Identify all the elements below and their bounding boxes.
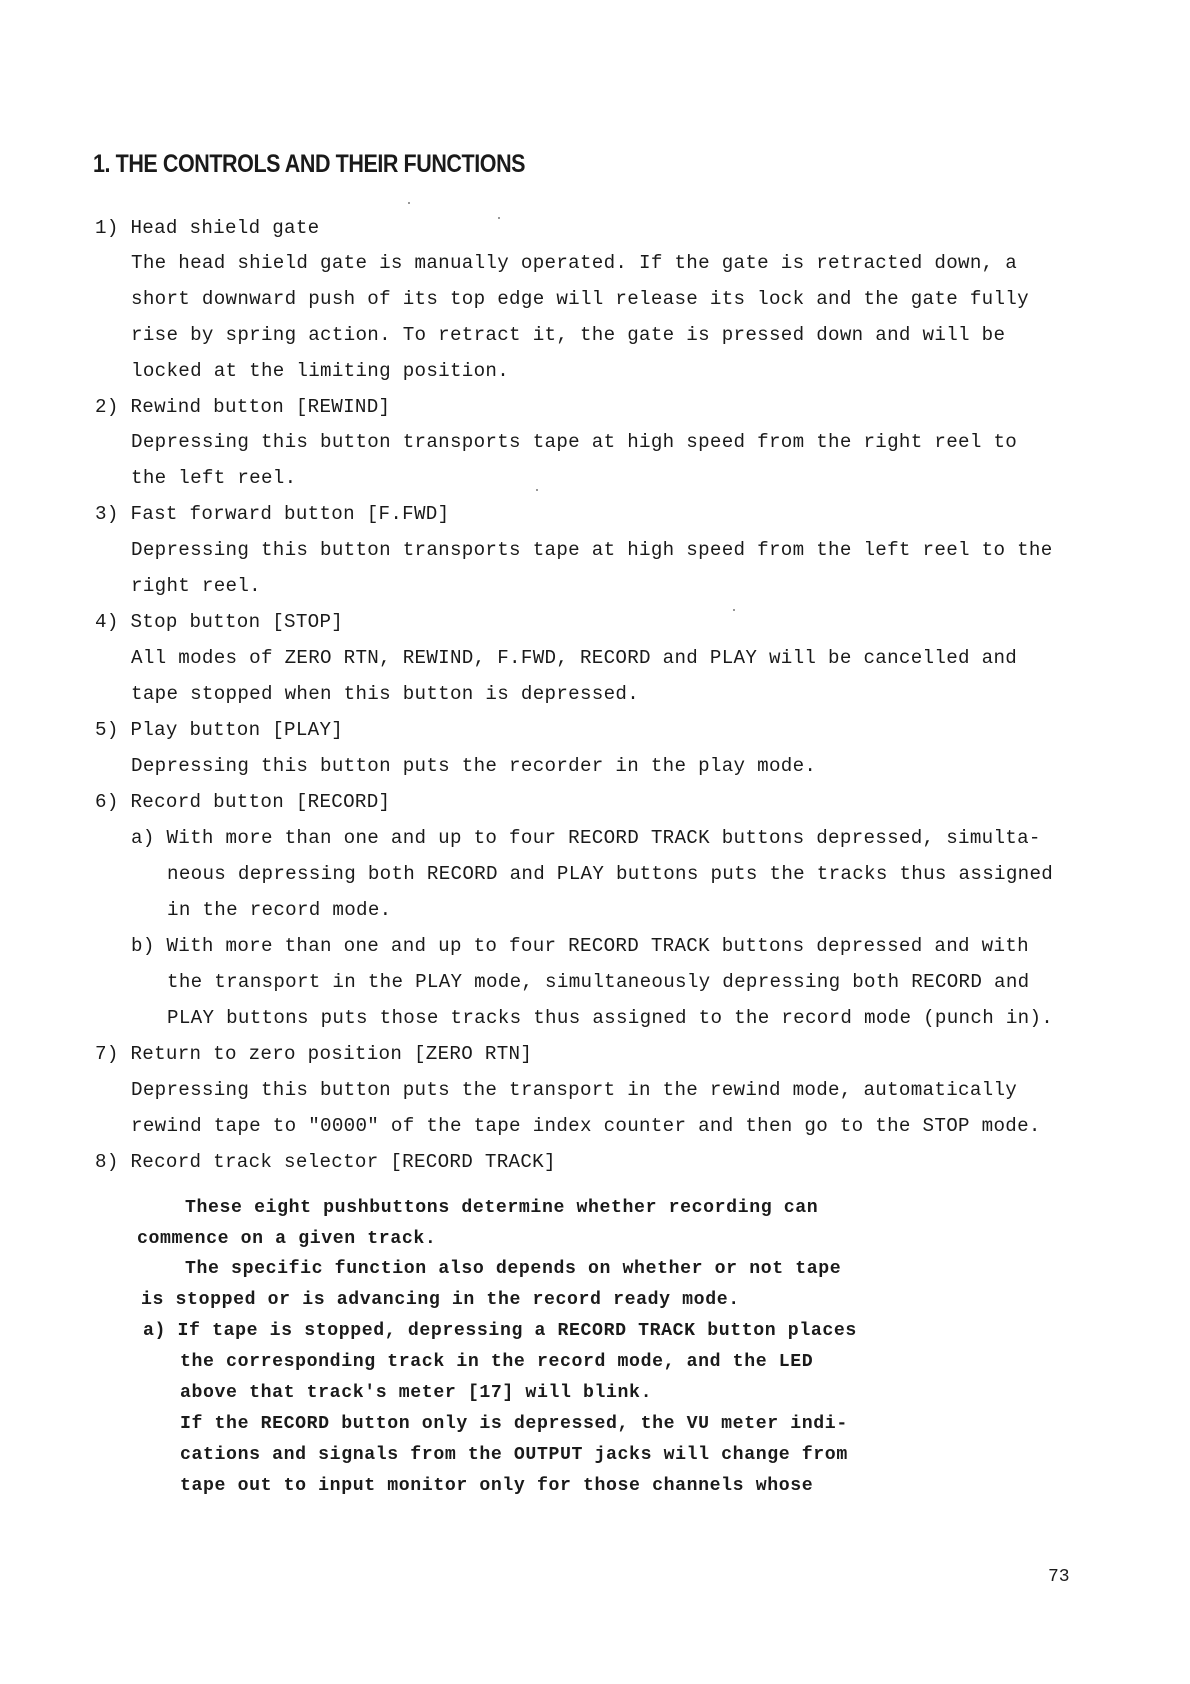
item-title: 4) Stop button [STOP] — [95, 611, 344, 633]
item-text-line: right reel. — [131, 575, 261, 597]
item-title: 7) Return to zero position [ZERO RTN] — [95, 1043, 533, 1065]
section-heading: 1. THE CONTROLS AND THEIR FUNCTIONS — [93, 150, 526, 178]
item-text-line: Depressing this button puts the transport in the rewind mode, automatically — [131, 1079, 1018, 1101]
item-text-line: the left reel. — [131, 467, 297, 489]
item-text-line: short downward push of its top edge will release its lock and the gate fully — [131, 288, 1029, 310]
item-title: 2) Rewind button [REWIND] — [95, 396, 391, 418]
item-text-line: the corresponding track in the record mode, and the LED — [180, 1352, 814, 1372]
item-text-line: rise by spring action. To retract it, the gate is pressed down and will be — [131, 324, 1006, 346]
subitem-text-line: neous depressing both RECORD and PLAY buttons puts the tracks thus assigned — [167, 863, 1054, 885]
subitem-text-line: PLAY buttons puts those tracks thus assigned to the record mode (punch in). — [167, 1007, 1054, 1029]
subitem-text-line: the transport in the PLAY mode, simultaneously depressing both RECORD and — [167, 971, 1030, 993]
item-text-line: above that track's meter [17] will blink. — [180, 1383, 653, 1403]
item-text-line: Depressing this button transports tape at high speed from the left reel to the — [131, 539, 1053, 561]
item-text-line: commence on a given track. — [137, 1229, 437, 1249]
item-text-line: locked at the limiting position. — [131, 360, 510, 382]
item-text-line: is stopped or is advancing in the record ready mode. — [141, 1290, 740, 1310]
page-number: 73 — [1048, 1567, 1070, 1587]
item-title: 3) Fast forward button [F.FWD] — [95, 503, 450, 525]
item-text-line: The specific function also depends on whether or not tape — [185, 1259, 842, 1279]
item-title: 5) Play button [PLAY] — [95, 719, 344, 741]
item-text-line: All modes of ZERO RTN, REWIND, F.FWD, RECORD and PLAY will be cancelled and — [131, 647, 1018, 669]
subitem-text-line: a) With more than one and up to four RECORD TRACK buttons depressed, simulta- — [131, 827, 1041, 849]
item-text-line: cations and signals from the OUTPUT jacks will change from — [180, 1445, 848, 1465]
subitem-text-line: b) With more than one and up to four RECORD TRACK buttons depressed and with — [131, 935, 1029, 957]
item-text-line: Depressing this button puts the recorder in the play mode. — [131, 755, 817, 777]
scan-speck — [408, 202, 410, 204]
item-text-line: These eight pushbuttons determine whether recording can — [185, 1198, 819, 1218]
item-title: 8) Record track selector [RECORD TRACK] — [95, 1151, 556, 1173]
item-title: 6) Record button [RECORD] — [95, 791, 391, 813]
item-text-line: tape out to input monitor only for those channels whose — [180, 1476, 814, 1496]
item-text-line: tape stopped when this button is depressed. — [131, 683, 640, 705]
scan-speck — [498, 217, 500, 219]
scan-speck — [536, 489, 538, 491]
scan-speck — [733, 609, 735, 611]
item-text-line: a) If tape is stopped, depressing a RECORD TRACK button places — [143, 1321, 857, 1341]
item-text-line: rewind tape to "0000" of the tape index counter and then go to the STOP mode. — [131, 1115, 1041, 1137]
item-text-line: The head shield gate is manually operated. If the gate is retracted down, a — [131, 252, 1018, 274]
item-title: 1) Head shield gate — [95, 217, 320, 239]
subitem-text-line: in the record mode. — [167, 899, 392, 921]
item-text-line: If the RECORD button only is depressed, the VU meter indi- — [180, 1414, 848, 1434]
item-text-line: Depressing this button transports tape at high speed from the right reel to — [131, 431, 1018, 453]
